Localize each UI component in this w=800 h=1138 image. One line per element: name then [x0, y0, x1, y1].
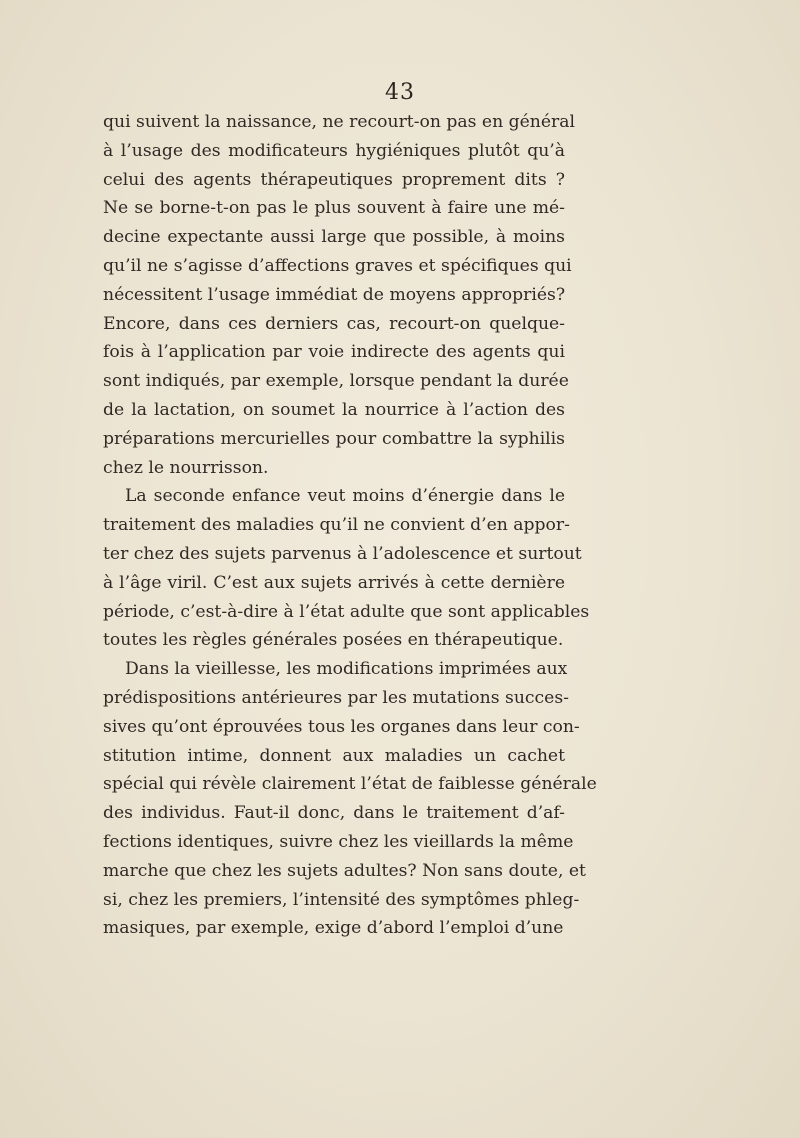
text-line: La seconde enfance veut moins d’énergie dans le [125, 486, 565, 507]
text-line: Ne se borne-t-on pas le plus souvent à faire une mé- [103, 198, 565, 219]
text-line: sont indiqués, par exemple, lorsque pendant la durée [103, 371, 569, 392]
text-line: ter chez des sujets parvenus à l’adolescence et surtout [103, 543, 582, 564]
text-line: toutes les règles générales posées en thérapeutique. [103, 630, 564, 651]
text-line: decine expectante aussi large que possible, à moins [103, 227, 565, 248]
paragraph [103, 482, 590, 655]
text-line: si, chez les premiers, l’intensité des symptômes phleg- [103, 889, 580, 910]
text-line: nécessitent l’usage immédiat de moyens appropriés? [103, 284, 566, 305]
text-line: stitution intime, donnent aux maladies un cachet [103, 745, 565, 766]
text-line: préparations mercurielles pour combattre la syphilis [103, 428, 565, 449]
text-line: chez le nourrisson. [103, 457, 269, 478]
text-line: celui des agents thérapeutiques proprement dits ? [103, 169, 565, 190]
text-line: période, c’est-à-dire à l’état adulte que sont applicables [103, 601, 590, 622]
text-line: qu’il ne s’agisse d’affections graves et spécifiques qui [103, 255, 572, 276]
paragraph [103, 108, 576, 482]
text-line: qui suivent la naissance, ne recourt-on pas en général [103, 112, 576, 132]
paragraph [103, 655, 597, 943]
text-line: prédispositions antérieures par les mutations succes- [103, 687, 569, 708]
text-line: sives qu’ont éprouvées tous les organes dans leur con- [103, 716, 580, 737]
body-text [103, 108, 597, 943]
text-line: fois à l’application par voie indirecte des agents qui [103, 342, 565, 363]
text-line: spécial qui révèle clairement l’état de faiblesse générale [103, 774, 597, 795]
text-line: Dans la vieillesse, les modifications imprimées aux [125, 659, 568, 680]
text-line: marche que chez les sujets adultes? Non sans doute, et [103, 860, 586, 881]
text-line: de la lactation, on soumet la nourrice à l’action des [103, 399, 565, 420]
text-line: fections identiques, suivre chez les vieillards la même [103, 831, 574, 852]
text-line: traitement des maladies qu’il ne convient d’en appor- [103, 515, 570, 536]
page-number: 43 [385, 80, 415, 105]
text-line: masiques, par exemple, exige d’abord l’emploi d’une [103, 918, 564, 939]
text-line: à l’âge viril. C’est aux sujets arrivés à cette dernière [103, 572, 565, 593]
text-line: à l’usage des modificateurs hygiéniques plutôt qu’à [103, 140, 565, 161]
text-line: Encore, dans ces derniers cas, recourt-on quelque- [103, 313, 565, 334]
text-line: des individus. Faut-il donc, dans le traitement d’af- [103, 803, 565, 824]
